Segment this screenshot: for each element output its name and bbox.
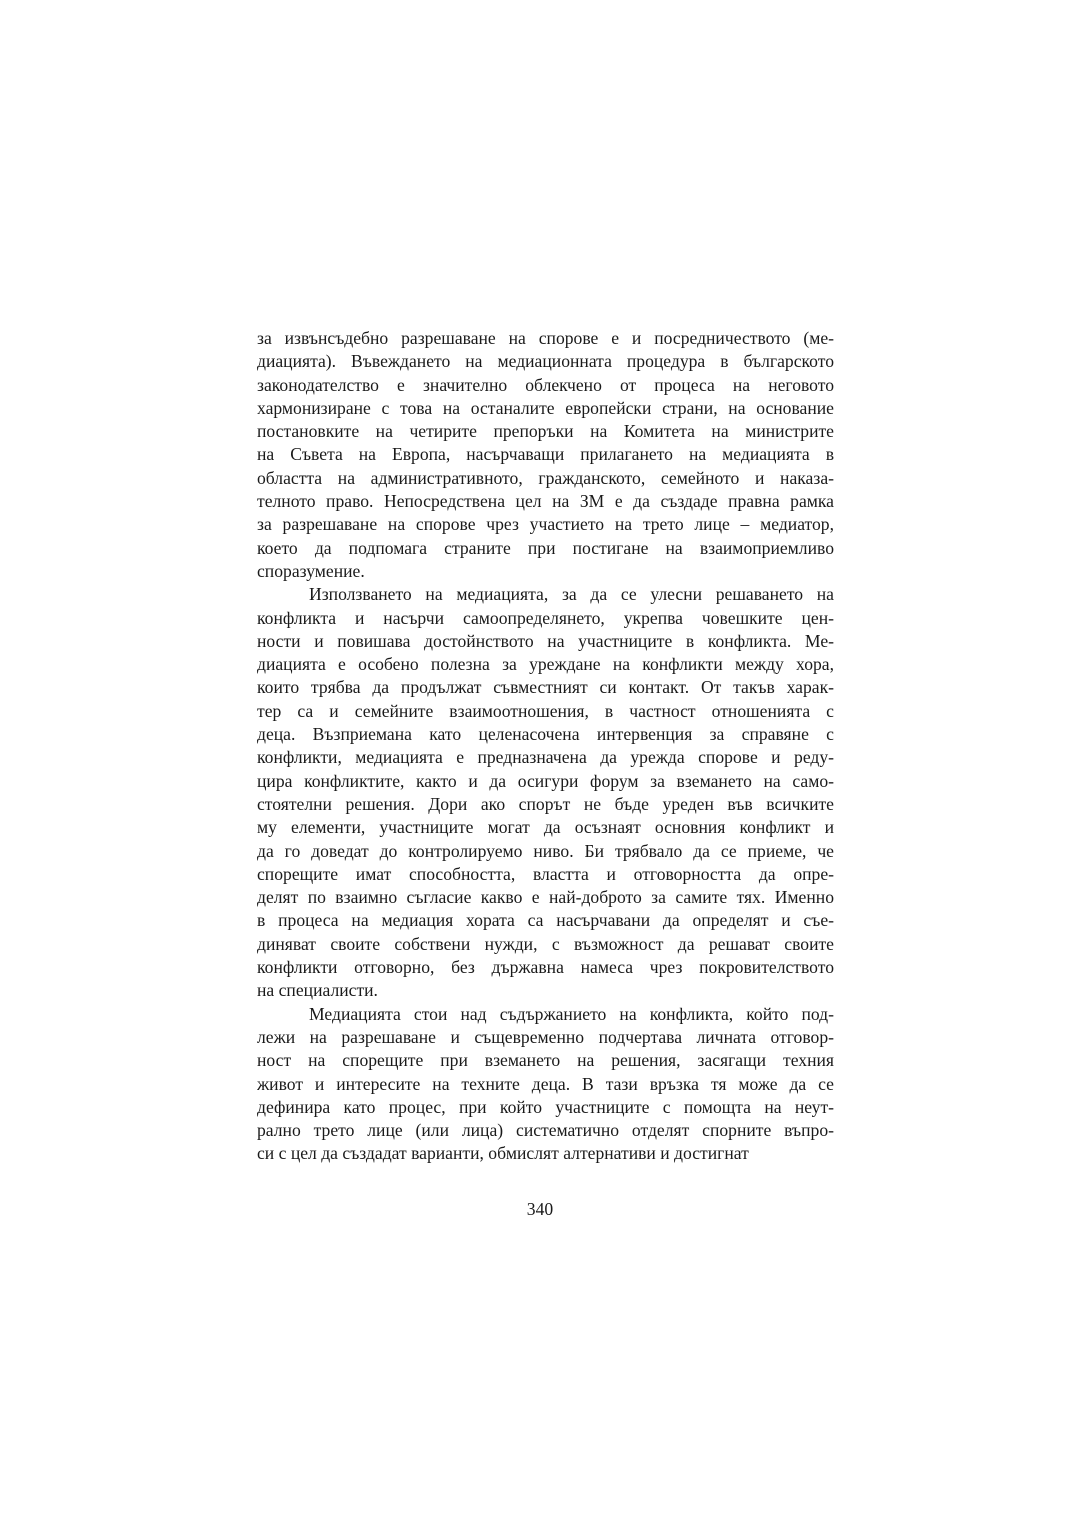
text-line: да го доведат до контролируемо ниво. Би трябвало да се приеме, че <box>257 840 834 861</box>
text-line: споразумение. <box>257 560 365 581</box>
text-line: диацията). Въвеждането на медиационната процедура в българското <box>257 351 834 372</box>
paragraph <box>257 327 834 583</box>
text-line: деца. Възприемана като целенасочена интервенция за справяне с <box>257 724 834 745</box>
text-line: стоятелни решения. Дори ако спорът не бъде уреден във всичките <box>257 793 834 814</box>
paragraph <box>257 583 834 1002</box>
text-line: лежи на разрешаване и същевременно подчертава личната отговор- <box>257 1026 834 1047</box>
text-line: което да подпомага страните при постигане на взаимоприемливо <box>257 537 834 558</box>
text-line: Медиацията стои над съдържанието на конфликта, който под- <box>309 1003 834 1024</box>
text-line: постановките на четирите препоръки на Комитета на министрите <box>257 421 834 442</box>
text-line: му елементи, участниците могат да осъзнаят основния конфликт и <box>257 817 834 838</box>
text-line: диняват своите собствени нужди, с възможност да решават своите <box>257 933 834 954</box>
text-line: Използването на медиацията, за да се улесни решаването на <box>309 584 834 605</box>
text-line: тер са и семейните взаимоотношения, в частност отношенията с <box>257 700 834 721</box>
text-line: на Съвета на Европа, насърчаващи прилагането на медиацията в <box>257 444 834 465</box>
text-line: дефинира като процес, при който участниците с помощта на неут- <box>257 1096 834 1117</box>
text-line: ност на спорещите при вземането на решения, засягащи техния <box>257 1050 834 1071</box>
text-line: си с цел да създадат варианти, обмислят алтернативи и достигнат <box>257 1143 749 1164</box>
text-line: делят по взаимно съгласие какво е най-доброто за самите тях. Именно <box>257 887 834 908</box>
body-text <box>257 327 834 1166</box>
text-line: законодателство е значително облекчено от процеса на неговото <box>257 374 834 395</box>
text-line: телното право. Непосредствена цел на ЗМ е да създаде правна рамка <box>257 491 834 512</box>
text-line: в процеса на медиация хората са насърчавани да определят и съе- <box>257 910 834 931</box>
text-line: конфликти отговорно, без държавна намеса чрез покровителството <box>257 957 834 978</box>
text-line: цира конфликтите, както и да осигури форум за вземането на само- <box>257 770 834 791</box>
paragraph <box>257 1003 834 1166</box>
text-line: за разрешаване на спорове чрез участието на трето лице – медиатор, <box>257 514 834 535</box>
page-number: 340 <box>526 1199 554 1219</box>
text-line: спорещите имат способността, властта и отговорността да опре- <box>257 863 834 884</box>
text-line: диацията е особено полезна за уреждане на конфликти между хора, <box>257 654 834 675</box>
text-line: хармонизиране с това на останалите европейски страни, на основание <box>257 397 834 418</box>
text-line: живот и интересите на техните деца. В тази връзка тя може да се <box>257 1073 834 1094</box>
text-line: конфликти, медиацията е предназначена да урежда спорове и реду- <box>257 747 834 768</box>
text-line: на специалисти. <box>257 980 378 1001</box>
text-line: конфликта и насърчи самоопределянето, укрепва човешките цен- <box>257 607 834 628</box>
text-line: ности и повишава достойнството на участниците в конфликта. Ме- <box>257 630 834 651</box>
text-line: областта на административното, гражданското, семейното и наказа- <box>257 467 834 488</box>
text-line: рално трето лице (или лица) систематично отделят спорните въпро- <box>257 1120 834 1141</box>
text-line: за извънсъдебно разрешаване на спорове е и посредничеството (ме- <box>257 328 834 348</box>
text-line: които трябва да продължат съвместният си контакт. От такъв харак- <box>257 677 834 698</box>
